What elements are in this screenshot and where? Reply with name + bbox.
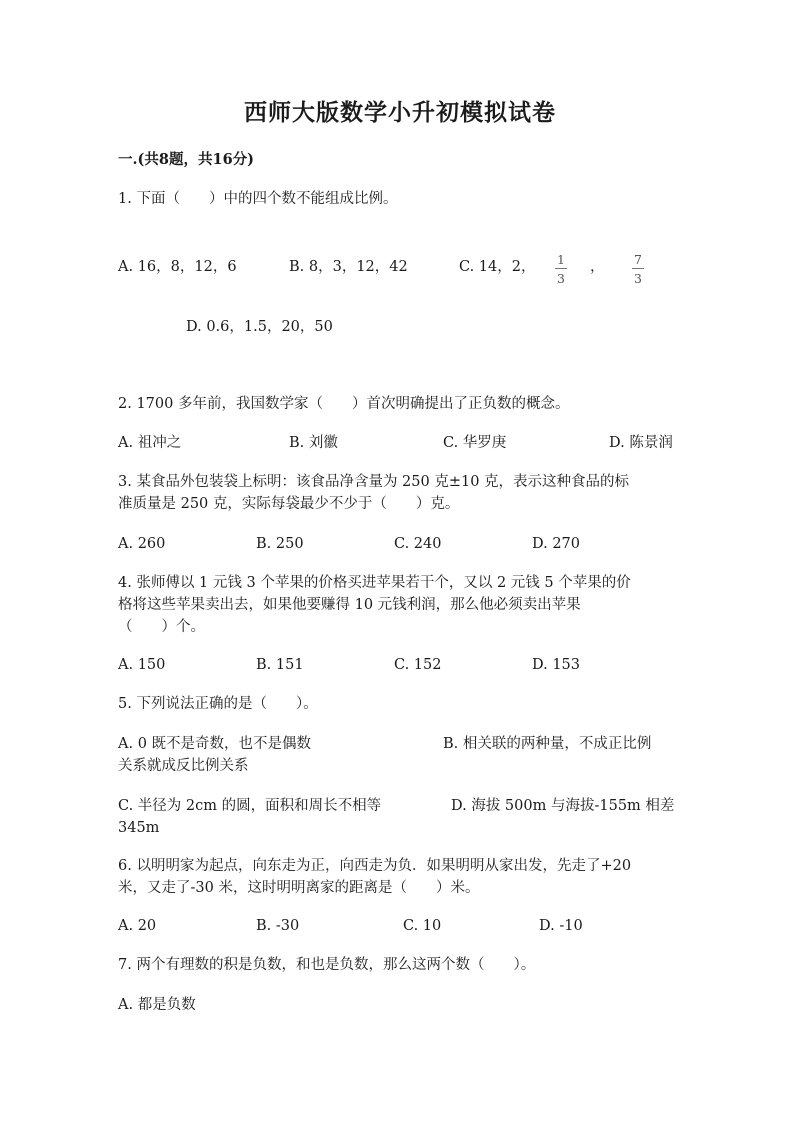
question-1-separator: ， — [590, 259, 605, 275]
fraction-2-bar — [632, 268, 644, 269]
fraction-1-denominator: 3 — [557, 271, 565, 286]
question-1-option-b: B. 8，3，12，42 — [289, 259, 408, 275]
question-6-stem-line-2: 米，又走了-30 米，这时明明离家的距离是（ ）米。 — [118, 880, 480, 896]
question-4-option-a: A. 150 — [118, 657, 166, 673]
fraction-1-numerator: 1 — [557, 252, 565, 267]
question-1-option-d: D. 0.6，1.5，20，50 — [186, 319, 333, 335]
question-3-option-c: C. 240 — [394, 536, 442, 552]
page-title: 西师大版数学小升初模拟试卷 — [244, 99, 556, 126]
fraction-2-numerator: 7 — [634, 252, 642, 267]
question-5-option-d-line-1: D. 海拔 500m 与海拔-155m 相差 — [451, 798, 675, 814]
question-2-option-b: B. 刘徽 — [289, 435, 338, 451]
question-1-stem: 1. 下面（ ）中的四个数不能组成比例。 — [118, 191, 398, 207]
question-6-option-a: A. 20 — [118, 918, 157, 934]
question-4-stem-line-2: 格将这些苹果卖出去，如果他要赚得 10 元钱利润，那么他必须卖出苹果 — [118, 597, 581, 613]
question-6-option-b: B. -30 — [256, 918, 300, 934]
question-4-option-c: C. 152 — [394, 657, 442, 673]
question-1-fraction-1 — [553, 253, 569, 285]
question-5-option-b-line-2: 关系就成反比例关系 — [118, 758, 249, 774]
question-5-option-c: C. 半径为 2cm 的圆，面积和周长不相等 — [118, 798, 382, 814]
question-3-option-a: A. 260 — [118, 536, 166, 552]
question-3-stem-line-1: 3. 某食品外包装袋上标明：该食品净含量为 250 克±10 克，表示这种食品的标 — [118, 474, 630, 490]
section-heading: 一.(共8题，共16分) — [118, 151, 255, 168]
question-1-option-a: A. 16，8，12，6 — [118, 259, 237, 275]
question-7-stem: 7. 两个有理数的积是负数，和也是负数，那么这两个数（ ）。 — [118, 957, 536, 973]
question-2-stem: 2. 1700 多年前，我国数学家（ ）首次明确提出了正负数的概念。 — [118, 396, 570, 412]
question-4-option-b: B. 151 — [256, 657, 304, 673]
question-7-option-a: A. 都是负数 — [118, 997, 196, 1013]
question-3-option-b: B. 250 — [256, 536, 304, 552]
question-4-stem-line-3: （ ）个。 — [118, 619, 205, 635]
question-1-fraction-2 — [630, 253, 646, 285]
question-4-stem-line-1: 4. 张师傅以 1 元钱 3 个苹果的价格买进苹果若干个，又以 2 元钱 5 个苹果的价 — [118, 575, 631, 591]
fraction-1-bar — [555, 268, 567, 269]
fraction-2-denominator: 3 — [634, 271, 642, 286]
question-5-stem: 5. 下列说法正确的是（ ）。 — [118, 696, 318, 712]
question-3-stem-line-2: 准质量是 250 克，实际每袋最少不少于（ ）克。 — [118, 496, 460, 512]
question-3-option-d: D. 270 — [532, 536, 581, 552]
question-5-option-b-line-1: B. 相关联的两种量，不成正比例 — [443, 736, 652, 752]
question-4-option-d: D. 153 — [532, 657, 581, 673]
question-5-option-a: A. 0 既不是奇数，也不是偶数 — [118, 736, 312, 752]
question-6-option-d: D. -10 — [539, 918, 583, 934]
question-6-stem-line-1: 6. 以明明家为起点，向东走为正，向西走为负．如果明明从家出发，先走了+20 — [118, 858, 632, 874]
question-5-option-d-line-2: 345m — [118, 820, 160, 836]
question-1-option-c: C. 14，2， — [459, 259, 536, 275]
question-2-option-a: A. 祖冲之 — [118, 435, 182, 451]
question-2-option-d: D. 陈景润 — [609, 435, 673, 451]
question-2-option-c: C. 华罗庚 — [443, 435, 507, 451]
question-6-option-c: C. 10 — [403, 918, 442, 934]
